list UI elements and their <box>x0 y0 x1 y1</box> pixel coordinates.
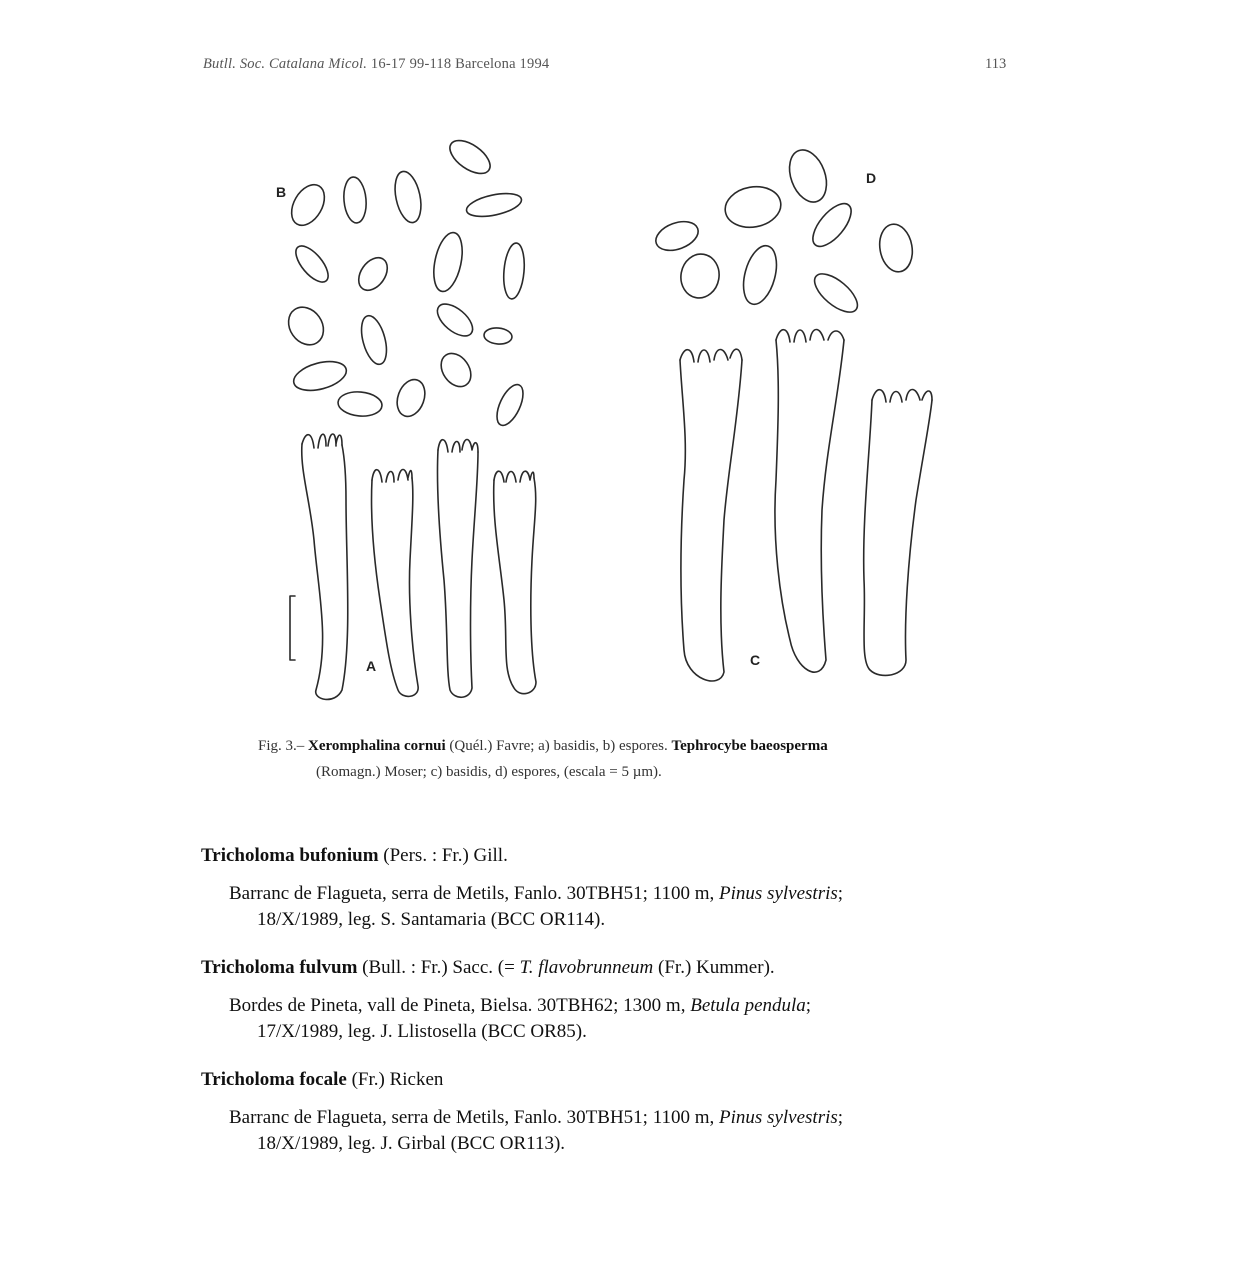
spore <box>738 242 783 308</box>
basidium <box>864 400 932 675</box>
record-locality: Bordes de Pineta, vall de Pineta, Bielsa. 30TBH62; 1300 m, <box>229 995 691 1016</box>
species-authority: (Bull. : Fr.) Sacc. (= <box>357 957 520 978</box>
spore <box>652 216 702 255</box>
species-synonym-authority: (Fr.) Kummer). <box>653 957 775 978</box>
spore <box>291 356 350 395</box>
basidium-sterigmata <box>302 434 342 448</box>
record-punct: ; <box>837 883 844 904</box>
spore <box>290 241 334 288</box>
caption-line-2: (Romagn.) Moser; c) basidis, d) espores, (escala = 5 µm). <box>316 764 662 780</box>
basidium-sterigmata <box>494 471 534 482</box>
basidium <box>437 450 478 697</box>
species-entry <box>201 955 1021 1045</box>
record-line-1 <box>229 881 1021 907</box>
basidium <box>494 478 536 694</box>
spore <box>435 348 477 392</box>
record-host: Pinus sylvestris <box>719 883 838 904</box>
species-record <box>201 1105 1021 1157</box>
basidium <box>302 444 348 699</box>
figure-caption <box>258 733 1018 785</box>
spore <box>281 300 330 351</box>
species-name: Tricholoma bufonium <box>201 845 379 866</box>
record-host: Betula pendula <box>690 995 806 1016</box>
spore <box>783 145 833 207</box>
species-synonym: T. flavobrunneum <box>519 957 654 978</box>
basidium-sterigmata <box>680 349 742 362</box>
basidium <box>371 478 418 696</box>
panel-label-a: A <box>366 658 377 674</box>
record-line-2: 18/X/1989, leg. J. Girbal (BCC OR113). <box>257 1133 566 1154</box>
scale-bar <box>290 596 295 660</box>
record-locality: Barranc de Flagueta, serra de Metils, Fanlo. 30TBH51; 1100 m, <box>229 1107 720 1128</box>
record-host: Pinus sylvestris <box>719 1107 838 1128</box>
spore <box>444 134 495 180</box>
spore <box>876 222 916 275</box>
basidia-panel-a <box>302 434 536 699</box>
species-title <box>201 843 1021 869</box>
species-authority: (Pers. : Fr.) Gill. <box>378 845 508 866</box>
spore <box>806 197 858 252</box>
spore <box>808 267 863 319</box>
species-authority: (Fr.) Ricken <box>346 1069 444 1090</box>
spore <box>677 251 722 301</box>
caption-author-1: (Quél.) Favre; a) basidis, b) espores. <box>449 738 668 754</box>
spore <box>429 230 467 294</box>
panel-label-b: B <box>276 184 287 200</box>
spore <box>432 298 478 342</box>
species-entry <box>201 1067 1021 1157</box>
record-line-1 <box>229 1105 1021 1131</box>
record-punct: ; <box>837 1107 844 1128</box>
spore <box>353 252 393 295</box>
spore <box>483 327 512 345</box>
page-number: 113 <box>985 56 1007 72</box>
record-line-1 <box>229 993 1021 1019</box>
species-name: Tricholoma focale <box>201 1069 347 1090</box>
caption-species-1: Xeromphalina cornui <box>308 738 446 754</box>
basidium-sterigmata <box>776 330 844 343</box>
spores-panel-d <box>652 145 916 319</box>
caption-fig-number: Fig. 3.– <box>258 738 305 754</box>
journal-details: 16-17 99-118 Barcelona 1994 <box>370 56 550 72</box>
panel-label-c: C <box>750 652 761 668</box>
spore <box>492 381 529 429</box>
basidia-panel-c <box>680 330 932 681</box>
spore <box>392 376 429 421</box>
spore <box>502 242 527 300</box>
spore <box>391 169 425 225</box>
spore <box>465 189 524 220</box>
caption-species-2: Tephrocybe baeosperma <box>671 738 828 754</box>
species-record <box>201 881 1021 933</box>
basidium-sterigmata <box>372 470 412 483</box>
spore <box>337 390 383 418</box>
record-locality: Barranc de Flagueta, serra de Metils, Fanlo. 30TBH51; 1100 m, <box>229 883 720 904</box>
record-line-2: 17/X/1989, leg. J. Llistosella (BCC OR85). <box>257 1021 587 1042</box>
species-record <box>201 993 1021 1045</box>
species-entry <box>201 843 1021 933</box>
spore <box>342 176 368 224</box>
basidium-sterigmata <box>438 440 478 453</box>
spore <box>722 182 784 231</box>
species-title <box>201 1067 1021 1093</box>
basidium <box>680 360 742 681</box>
panel-label-d: D <box>866 170 877 186</box>
spores-panel-b <box>281 134 528 429</box>
spore <box>285 179 331 231</box>
journal-name: Butll. Soc. Catalana Micol. <box>203 56 368 72</box>
species-title <box>201 955 1021 981</box>
record-line-2: 18/X/1989, leg. S. Santamaria (BCC OR114). <box>257 909 606 930</box>
basidium-sterigmata <box>872 390 932 403</box>
record-punct: ; <box>805 995 812 1016</box>
species-name: Tricholoma fulvum <box>201 957 358 978</box>
basidium <box>775 340 844 672</box>
spore <box>357 313 391 367</box>
